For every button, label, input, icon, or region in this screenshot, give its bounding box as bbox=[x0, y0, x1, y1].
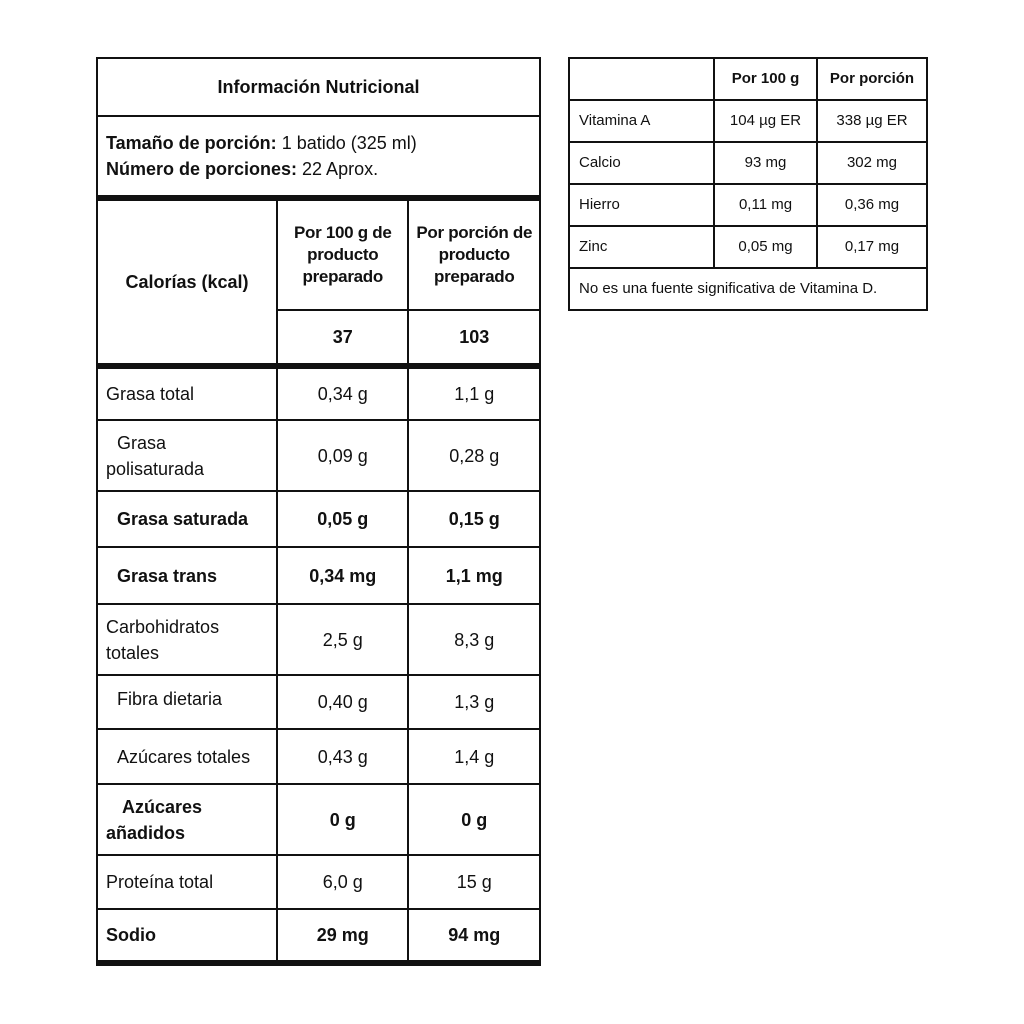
table-note-row bbox=[569, 268, 927, 310]
nutrient-label: Grasa total bbox=[97, 366, 277, 420]
nutrient-per-serving: 8,3 g bbox=[408, 604, 540, 675]
nutrient-per-serving: 0 g bbox=[408, 784, 540, 855]
nutrition-title: Información Nutricional bbox=[97, 58, 540, 116]
table-row bbox=[97, 784, 540, 855]
micronutrient-per-serving: 338 µg ER bbox=[817, 100, 927, 142]
table-row bbox=[569, 184, 927, 226]
table-row bbox=[97, 420, 540, 491]
nutrient-label: Proteína total bbox=[97, 855, 277, 909]
nutrient-per100: 29 mg bbox=[277, 909, 408, 963]
table-row bbox=[569, 100, 927, 142]
vitamin-d-note: No es una fuente significativa de Vitamina D. bbox=[569, 268, 927, 310]
micronutrient-per100: 104 µg ER bbox=[714, 100, 817, 142]
table-row bbox=[97, 366, 540, 420]
calories-label: Calorías (kcal) bbox=[97, 198, 277, 366]
servings-value: 22 Aprox. bbox=[297, 159, 379, 179]
calories-per100: 37 bbox=[277, 310, 408, 366]
col-header-per-serving: Por porción de producto preparado bbox=[408, 198, 540, 310]
table-row bbox=[97, 547, 540, 604]
micronutrient-per100: 0,05 mg bbox=[714, 226, 817, 268]
calories-per-serving: 103 bbox=[408, 310, 540, 366]
nutrient-per100: 0 g bbox=[277, 784, 408, 855]
table-row bbox=[569, 226, 927, 268]
nutrient-per100: 0,34 g bbox=[277, 366, 408, 420]
nutrient-per100: 0,09 g bbox=[277, 420, 408, 491]
micronutrient-per-serving: 0,36 mg bbox=[817, 184, 927, 226]
nutrient-per-serving: 1,3 g bbox=[408, 675, 540, 729]
nutrient-label bbox=[97, 784, 277, 855]
nutrient-per-serving: 0,28 g bbox=[408, 420, 540, 491]
micronutrient-per-serving: 0,17 mg bbox=[817, 226, 927, 268]
serving-size-label: Tamaño de porción: bbox=[106, 133, 277, 153]
nutrient-label: Fibra dietaria bbox=[97, 675, 277, 729]
micronutrient-per100: 93 mg bbox=[714, 142, 817, 184]
table-header-row bbox=[569, 58, 927, 100]
nutrient-label bbox=[97, 604, 277, 675]
empty-header-cell bbox=[569, 58, 714, 100]
micronutrient-per100: 0,11 mg bbox=[714, 184, 817, 226]
nutrient-per-serving: 1,1 mg bbox=[408, 547, 540, 604]
nutrient-label: Azúcares totales bbox=[97, 729, 277, 784]
table-row bbox=[97, 491, 540, 547]
nutrient-label: Sodio bbox=[97, 909, 277, 963]
micronutrient-per-serving: 302 mg bbox=[817, 142, 927, 184]
table-row bbox=[97, 729, 540, 784]
nutrient-label-text: Azúcares añadidos bbox=[106, 796, 203, 843]
nutrition-facts-table bbox=[96, 57, 541, 966]
table-row bbox=[97, 909, 540, 963]
nutrient-label bbox=[97, 420, 277, 491]
nutrient-per100: 0,34 mg bbox=[277, 547, 408, 604]
col-header-per100: Por 100 g de producto preparado bbox=[277, 198, 408, 310]
nutrient-per-serving: 0,15 g bbox=[408, 491, 540, 547]
nutrient-label: Grasa trans bbox=[97, 547, 277, 604]
table-row bbox=[97, 675, 540, 729]
serving-info bbox=[97, 116, 540, 198]
nutrient-per-serving: 1,4 g bbox=[408, 729, 540, 784]
servings-label: Número de porciones: bbox=[106, 159, 298, 179]
micronutrient-label: Zinc bbox=[569, 226, 714, 268]
nutrient-per100: 0,05 g bbox=[277, 491, 408, 547]
nutrient-per-serving: 1,1 g bbox=[408, 366, 540, 420]
table-row bbox=[97, 604, 540, 675]
serving-size-value: 1 batido (325 ml) bbox=[276, 133, 417, 153]
table-row bbox=[569, 142, 927, 184]
nutrient-per100: 2,5 g bbox=[277, 604, 408, 675]
micronutrient-label: Calcio bbox=[569, 142, 714, 184]
table-row bbox=[97, 855, 540, 909]
vitamins-minerals-table bbox=[568, 57, 928, 311]
nutrient-label-text: Grasa polisaturada bbox=[106, 432, 205, 479]
micronutrient-label: Hierro bbox=[569, 184, 714, 226]
col-header-per-serving: Por porción bbox=[817, 58, 927, 100]
nutrient-per-serving: 94 mg bbox=[408, 909, 540, 963]
nutrient-label: Grasa saturada bbox=[97, 491, 277, 547]
nutrient-per100: 6,0 g bbox=[277, 855, 408, 909]
nutrient-per-serving: 15 g bbox=[408, 855, 540, 909]
nutrient-per100: 0,43 g bbox=[277, 729, 408, 784]
nutrient-label-text: Carbohidratos totales bbox=[106, 616, 220, 663]
col-header-per100: Por 100 g bbox=[714, 58, 817, 100]
nutrient-per100: 0,40 g bbox=[277, 675, 408, 729]
micronutrient-label: Vitamina A bbox=[569, 100, 714, 142]
